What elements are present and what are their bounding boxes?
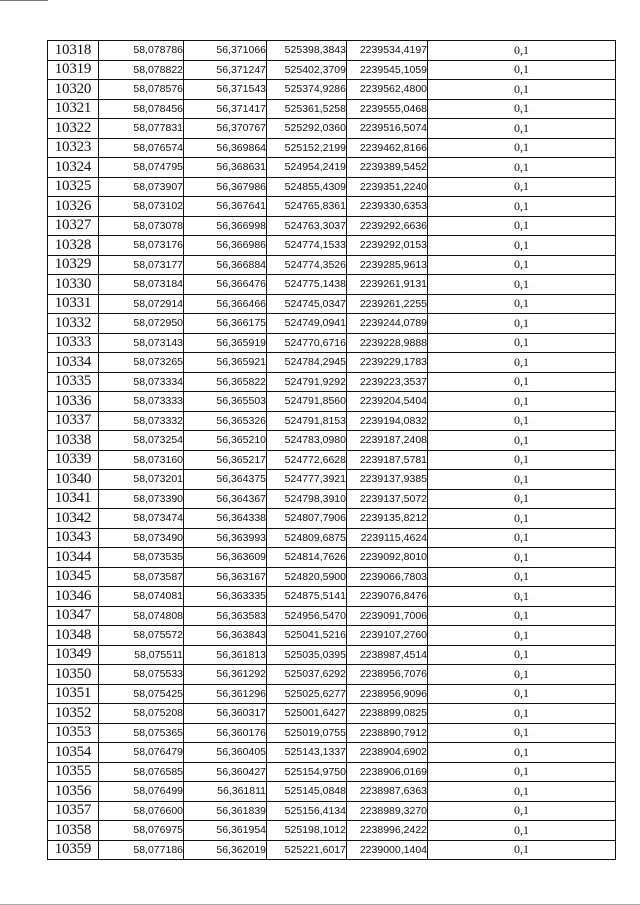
point-number-cell: 10338 (48, 431, 99, 451)
y-coordinate-cell: 2239534,4197 (347, 41, 428, 61)
latitude-cell: 58,078786 (99, 41, 184, 61)
x-coordinate-cell: 525025,6277 (267, 684, 347, 704)
longitude-cell: 56,371066 (184, 41, 267, 61)
y-coordinate-cell: 2239261,2255 (347, 294, 428, 314)
latitude-cell: 58,073102 (99, 197, 184, 217)
latitude-cell: 58,073535 (99, 548, 184, 568)
point-number-cell: 10320 (48, 80, 99, 100)
x-coordinate-cell: 524954,2419 (267, 158, 347, 178)
table-row (48, 353, 616, 373)
value-cell: 0,1 (428, 470, 616, 490)
point-number-cell: 10336 (48, 392, 99, 412)
latitude-cell: 58,073587 (99, 567, 184, 587)
coordinates-table (47, 40, 616, 860)
longitude-cell: 56,366466 (184, 294, 267, 314)
x-coordinate-cell: 524855,4309 (267, 177, 347, 197)
latitude-cell: 58,074081 (99, 587, 184, 607)
table-row (48, 333, 616, 353)
value-cell: 0,1 (428, 723, 616, 743)
y-coordinate-cell: 2239137,9385 (347, 470, 428, 490)
longitude-cell: 56,363583 (184, 606, 267, 626)
x-coordinate-cell: 524820,5900 (267, 567, 347, 587)
value-cell: 0,1 (428, 353, 616, 373)
table-row (48, 782, 616, 802)
latitude-cell: 58,073160 (99, 450, 184, 470)
table-row (48, 60, 616, 80)
x-coordinate-cell: 525221,6017 (267, 840, 347, 860)
value-cell: 0,1 (428, 626, 616, 646)
latitude-cell: 58,075511 (99, 645, 184, 665)
value-cell: 0,1 (428, 801, 616, 821)
longitude-cell: 56,364338 (184, 509, 267, 529)
point-number-cell: 10341 (48, 489, 99, 509)
point-number-cell: 10340 (48, 470, 99, 490)
point-number-cell: 10347 (48, 606, 99, 626)
y-coordinate-cell: 2238987,4514 (347, 645, 428, 665)
table-row (48, 411, 616, 431)
point-number-cell: 10319 (48, 60, 99, 80)
x-coordinate-cell: 525019,0755 (267, 723, 347, 743)
longitude-cell: 56,361296 (184, 684, 267, 704)
latitude-cell: 58,075425 (99, 684, 184, 704)
value-cell: 0,1 (428, 80, 616, 100)
point-number-cell: 10335 (48, 372, 99, 392)
longitude-cell: 56,361813 (184, 645, 267, 665)
value-cell: 0,1 (428, 567, 616, 587)
x-coordinate-cell: 525143,1337 (267, 743, 347, 763)
latitude-cell: 58,073907 (99, 177, 184, 197)
point-number-cell: 10334 (48, 353, 99, 373)
table-row (48, 821, 616, 841)
value-cell: 0,1 (428, 762, 616, 782)
y-coordinate-cell: 2239545,1059 (347, 60, 428, 80)
longitude-cell: 56,366998 (184, 216, 267, 236)
table-row (48, 255, 616, 275)
latitude-cell: 58,073334 (99, 372, 184, 392)
table-row (48, 294, 616, 314)
latitude-cell: 58,075208 (99, 704, 184, 724)
longitude-cell: 56,365210 (184, 431, 267, 451)
value-cell: 0,1 (428, 60, 616, 80)
value-cell: 0,1 (428, 587, 616, 607)
x-coordinate-cell: 524763,3037 (267, 216, 347, 236)
point-number-cell: 10339 (48, 450, 99, 470)
y-coordinate-cell: 2239091,7006 (347, 606, 428, 626)
x-coordinate-cell: 525361,5258 (267, 99, 347, 119)
point-number-cell: 10348 (48, 626, 99, 646)
x-coordinate-cell: 524956,5470 (267, 606, 347, 626)
point-number-cell: 10332 (48, 314, 99, 334)
x-coordinate-cell: 525041,5216 (267, 626, 347, 646)
top-edge-line (0, 0, 48, 1)
table-row (48, 840, 616, 860)
latitude-cell: 58,076585 (99, 762, 184, 782)
table-row (48, 509, 616, 529)
x-coordinate-cell: 525398,3843 (267, 41, 347, 61)
latitude-cell: 58,078822 (99, 60, 184, 80)
table-row (48, 626, 616, 646)
latitude-cell: 58,078576 (99, 80, 184, 100)
point-number-cell: 10353 (48, 723, 99, 743)
value-cell: 0,1 (428, 782, 616, 802)
latitude-cell: 58,076479 (99, 743, 184, 763)
table-row (48, 450, 616, 470)
x-coordinate-cell: 525001,6427 (267, 704, 347, 724)
point-number-cell: 10326 (48, 197, 99, 217)
longitude-cell: 56,371417 (184, 99, 267, 119)
longitude-cell: 56,371247 (184, 60, 267, 80)
x-coordinate-cell: 525037,6292 (267, 665, 347, 685)
y-coordinate-cell: 2239389,5452 (347, 158, 428, 178)
point-number-cell: 10328 (48, 236, 99, 256)
value-cell: 0,1 (428, 255, 616, 275)
table-row (48, 684, 616, 704)
point-number-cell: 10358 (48, 821, 99, 841)
point-number-cell: 10327 (48, 216, 99, 236)
longitude-cell: 56,368631 (184, 158, 267, 178)
table-row (48, 99, 616, 119)
y-coordinate-cell: 2239076,8476 (347, 587, 428, 607)
table-row (48, 80, 616, 100)
y-coordinate-cell: 2238996,2422 (347, 821, 428, 841)
y-coordinate-cell: 2239555,0468 (347, 99, 428, 119)
table-row (48, 392, 616, 412)
latitude-cell: 58,073078 (99, 216, 184, 236)
y-coordinate-cell: 2239462,8166 (347, 138, 428, 158)
y-coordinate-cell: 2239115,4624 (347, 528, 428, 548)
longitude-cell: 56,360405 (184, 743, 267, 763)
x-coordinate-cell: 525035,0395 (267, 645, 347, 665)
point-number-cell: 10354 (48, 743, 99, 763)
latitude-cell: 58,073390 (99, 489, 184, 509)
value-cell: 0,1 (428, 138, 616, 158)
latitude-cell: 58,076600 (99, 801, 184, 821)
y-coordinate-cell: 2239351,2240 (347, 177, 428, 197)
value-cell: 0,1 (428, 548, 616, 568)
table-row (48, 704, 616, 724)
longitude-cell: 56,366986 (184, 236, 267, 256)
y-coordinate-cell: 2238890,7912 (347, 723, 428, 743)
value-cell: 0,1 (428, 704, 616, 724)
x-coordinate-cell: 524774,3526 (267, 255, 347, 275)
x-coordinate-cell: 524749,0941 (267, 314, 347, 334)
x-coordinate-cell: 524777,3921 (267, 470, 347, 490)
value-cell: 0,1 (428, 606, 616, 626)
latitude-cell: 58,075533 (99, 665, 184, 685)
value-cell: 0,1 (428, 645, 616, 665)
latitude-cell: 58,073177 (99, 255, 184, 275)
longitude-cell: 56,371543 (184, 80, 267, 100)
table-row (48, 587, 616, 607)
longitude-cell: 56,364375 (184, 470, 267, 490)
point-number-cell: 10357 (48, 801, 99, 821)
latitude-cell: 58,073184 (99, 275, 184, 295)
longitude-cell: 56,360176 (184, 723, 267, 743)
table-row (48, 548, 616, 568)
y-coordinate-cell: 2238989,3270 (347, 801, 428, 821)
table-row (48, 723, 616, 743)
longitude-cell: 56,365921 (184, 353, 267, 373)
y-coordinate-cell: 2239000,1404 (347, 840, 428, 860)
longitude-cell: 56,360317 (184, 704, 267, 724)
point-number-cell: 10337 (48, 411, 99, 431)
latitude-cell: 58,073332 (99, 411, 184, 431)
point-number-cell: 10324 (48, 158, 99, 178)
point-number-cell: 10346 (48, 587, 99, 607)
value-cell: 0,1 (428, 333, 616, 353)
longitude-cell: 56,367641 (184, 197, 267, 217)
latitude-cell: 58,073490 (99, 528, 184, 548)
x-coordinate-cell: 524791,8153 (267, 411, 347, 431)
table-row (48, 665, 616, 685)
longitude-cell: 56,366884 (184, 255, 267, 275)
longitude-cell: 56,361954 (184, 821, 267, 841)
y-coordinate-cell: 2239261,9131 (347, 275, 428, 295)
longitude-cell: 56,370767 (184, 119, 267, 139)
x-coordinate-cell: 524772,6628 (267, 450, 347, 470)
value-cell: 0,1 (428, 509, 616, 529)
point-number-cell: 10329 (48, 255, 99, 275)
table-row (48, 138, 616, 158)
y-coordinate-cell: 2238906,0169 (347, 762, 428, 782)
x-coordinate-cell: 524814,7626 (267, 548, 347, 568)
point-number-cell: 10344 (48, 548, 99, 568)
point-number-cell: 10355 (48, 762, 99, 782)
longitude-cell: 56,366175 (184, 314, 267, 334)
x-coordinate-cell: 524809,6875 (267, 528, 347, 548)
table-row (48, 197, 616, 217)
y-coordinate-cell: 2238899,0825 (347, 704, 428, 724)
value-cell: 0,1 (428, 158, 616, 178)
x-coordinate-cell: 524745,0347 (267, 294, 347, 314)
table-row (48, 372, 616, 392)
value-cell: 0,1 (428, 450, 616, 470)
latitude-cell: 58,075572 (99, 626, 184, 646)
y-coordinate-cell: 2239516,5074 (347, 119, 428, 139)
latitude-cell: 58,076574 (99, 138, 184, 158)
x-coordinate-cell: 524791,9292 (267, 372, 347, 392)
value-cell: 0,1 (428, 314, 616, 334)
point-number-cell: 10323 (48, 138, 99, 158)
table-row (48, 41, 616, 61)
table-row (48, 606, 616, 626)
table-row (48, 743, 616, 763)
latitude-cell: 58,073143 (99, 333, 184, 353)
x-coordinate-cell: 524774,1533 (267, 236, 347, 256)
value-cell: 0,1 (428, 41, 616, 61)
x-coordinate-cell: 524784,2945 (267, 353, 347, 373)
x-coordinate-cell: 524798,3910 (267, 489, 347, 509)
latitude-cell: 58,076975 (99, 821, 184, 841)
point-number-cell: 10352 (48, 704, 99, 724)
value-cell: 0,1 (428, 684, 616, 704)
point-number-cell: 10343 (48, 528, 99, 548)
point-number-cell: 10318 (48, 41, 99, 61)
y-coordinate-cell: 2239292,6636 (347, 216, 428, 236)
y-coordinate-cell: 2238904,6902 (347, 743, 428, 763)
table-row (48, 489, 616, 509)
point-number-cell: 10322 (48, 119, 99, 139)
y-coordinate-cell: 2239292,0153 (347, 236, 428, 256)
table-row (48, 567, 616, 587)
longitude-cell: 56,364367 (184, 489, 267, 509)
y-coordinate-cell: 2239135,8212 (347, 509, 428, 529)
table-row (48, 762, 616, 782)
longitude-cell: 56,363335 (184, 587, 267, 607)
point-number-cell: 10321 (48, 99, 99, 119)
value-cell: 0,1 (428, 216, 616, 236)
point-number-cell: 10333 (48, 333, 99, 353)
point-number-cell: 10345 (48, 567, 99, 587)
latitude-cell: 58,072914 (99, 294, 184, 314)
table-row (48, 314, 616, 334)
x-coordinate-cell: 524875,5141 (267, 587, 347, 607)
y-coordinate-cell: 2238987,6363 (347, 782, 428, 802)
longitude-cell: 56,369864 (184, 138, 267, 158)
table-row (48, 470, 616, 490)
y-coordinate-cell: 2239330,6353 (347, 197, 428, 217)
value-cell: 0,1 (428, 99, 616, 119)
table-row (48, 431, 616, 451)
value-cell: 0,1 (428, 177, 616, 197)
table-row (48, 236, 616, 256)
point-number-cell: 10356 (48, 782, 99, 802)
x-coordinate-cell: 525292,0360 (267, 119, 347, 139)
y-coordinate-cell: 2239285,9613 (347, 255, 428, 275)
x-coordinate-cell: 524783,0980 (267, 431, 347, 451)
latitude-cell: 58,074808 (99, 606, 184, 626)
value-cell: 0,1 (428, 392, 616, 412)
y-coordinate-cell: 2239092,8010 (347, 548, 428, 568)
longitude-cell: 56,360427 (184, 762, 267, 782)
longitude-cell: 56,365503 (184, 392, 267, 412)
y-coordinate-cell: 2239066,7803 (347, 567, 428, 587)
table-row (48, 528, 616, 548)
x-coordinate-cell: 524765,8361 (267, 197, 347, 217)
y-coordinate-cell: 2239204,5404 (347, 392, 428, 412)
table-row (48, 275, 616, 295)
value-cell: 0,1 (428, 119, 616, 139)
longitude-cell: 56,363843 (184, 626, 267, 646)
table-row (48, 158, 616, 178)
latitude-cell: 58,073474 (99, 509, 184, 529)
longitude-cell: 56,365919 (184, 333, 267, 353)
x-coordinate-cell: 524807,7906 (267, 509, 347, 529)
point-number-cell: 10359 (48, 840, 99, 860)
x-coordinate-cell: 525145,0848 (267, 782, 347, 802)
x-coordinate-cell: 525156,4134 (267, 801, 347, 821)
point-number-cell: 10325 (48, 177, 99, 197)
y-coordinate-cell: 2239194,0832 (347, 411, 428, 431)
table-row (48, 119, 616, 139)
x-coordinate-cell: 525198,1012 (267, 821, 347, 841)
value-cell: 0,1 (428, 821, 616, 841)
x-coordinate-cell: 524770,6716 (267, 333, 347, 353)
table-row (48, 645, 616, 665)
point-number-cell: 10349 (48, 645, 99, 665)
table-row (48, 801, 616, 821)
y-coordinate-cell: 2239244,0789 (347, 314, 428, 334)
y-coordinate-cell: 2239228,9888 (347, 333, 428, 353)
latitude-cell: 58,077831 (99, 119, 184, 139)
coordinates-table-body (48, 41, 616, 860)
latitude-cell: 58,073265 (99, 353, 184, 373)
value-cell: 0,1 (428, 197, 616, 217)
x-coordinate-cell: 524791,8560 (267, 392, 347, 412)
latitude-cell: 58,074795 (99, 158, 184, 178)
value-cell: 0,1 (428, 743, 616, 763)
value-cell: 0,1 (428, 489, 616, 509)
longitude-cell: 56,361292 (184, 665, 267, 685)
y-coordinate-cell: 2239107,2760 (347, 626, 428, 646)
point-number-cell: 10331 (48, 294, 99, 314)
value-cell: 0,1 (428, 528, 616, 548)
value-cell: 0,1 (428, 840, 616, 860)
latitude-cell: 58,072950 (99, 314, 184, 334)
value-cell: 0,1 (428, 275, 616, 295)
longitude-cell: 56,361839 (184, 801, 267, 821)
x-coordinate-cell: 525402,3709 (267, 60, 347, 80)
latitude-cell: 58,076499 (99, 782, 184, 802)
point-number-cell: 10342 (48, 509, 99, 529)
x-coordinate-cell: 525374,9286 (267, 80, 347, 100)
latitude-cell: 58,073176 (99, 236, 184, 256)
y-coordinate-cell: 2239562,4800 (347, 80, 428, 100)
longitude-cell: 56,366476 (184, 275, 267, 295)
y-coordinate-cell: 2238956,7076 (347, 665, 428, 685)
table-row (48, 216, 616, 236)
point-number-cell: 10350 (48, 665, 99, 685)
longitude-cell: 56,362019 (184, 840, 267, 860)
longitude-cell: 56,365822 (184, 372, 267, 392)
table-row (48, 177, 616, 197)
longitude-cell: 56,363993 (184, 528, 267, 548)
longitude-cell: 56,363609 (184, 548, 267, 568)
y-coordinate-cell: 2239223,3537 (347, 372, 428, 392)
latitude-cell: 58,073201 (99, 470, 184, 490)
x-coordinate-cell: 525154,9750 (267, 762, 347, 782)
value-cell: 0,1 (428, 372, 616, 392)
latitude-cell: 58,073333 (99, 392, 184, 412)
latitude-cell: 58,077186 (99, 840, 184, 860)
y-coordinate-cell: 2238956,9096 (347, 684, 428, 704)
value-cell: 0,1 (428, 236, 616, 256)
y-coordinate-cell: 2239229,1783 (347, 353, 428, 373)
y-coordinate-cell: 2239137,5072 (347, 489, 428, 509)
x-coordinate-cell: 524775,1438 (267, 275, 347, 295)
value-cell: 0,1 (428, 665, 616, 685)
point-number-cell: 10351 (48, 684, 99, 704)
longitude-cell: 56,365326 (184, 411, 267, 431)
y-coordinate-cell: 2239187,2408 (347, 431, 428, 451)
point-number-cell: 10330 (48, 275, 99, 295)
y-coordinate-cell: 2239187,5781 (347, 450, 428, 470)
value-cell: 0,1 (428, 411, 616, 431)
longitude-cell: 56,365217 (184, 450, 267, 470)
x-coordinate-cell: 525152,2199 (267, 138, 347, 158)
value-cell: 0,1 (428, 294, 616, 314)
value-cell: 0,1 (428, 431, 616, 451)
longitude-cell: 56,367986 (184, 177, 267, 197)
longitude-cell: 56,363167 (184, 567, 267, 587)
latitude-cell: 58,073254 (99, 431, 184, 451)
longitude-cell: 56,361811 (184, 782, 267, 802)
latitude-cell: 58,075365 (99, 723, 184, 743)
latitude-cell: 58,078456 (99, 99, 184, 119)
